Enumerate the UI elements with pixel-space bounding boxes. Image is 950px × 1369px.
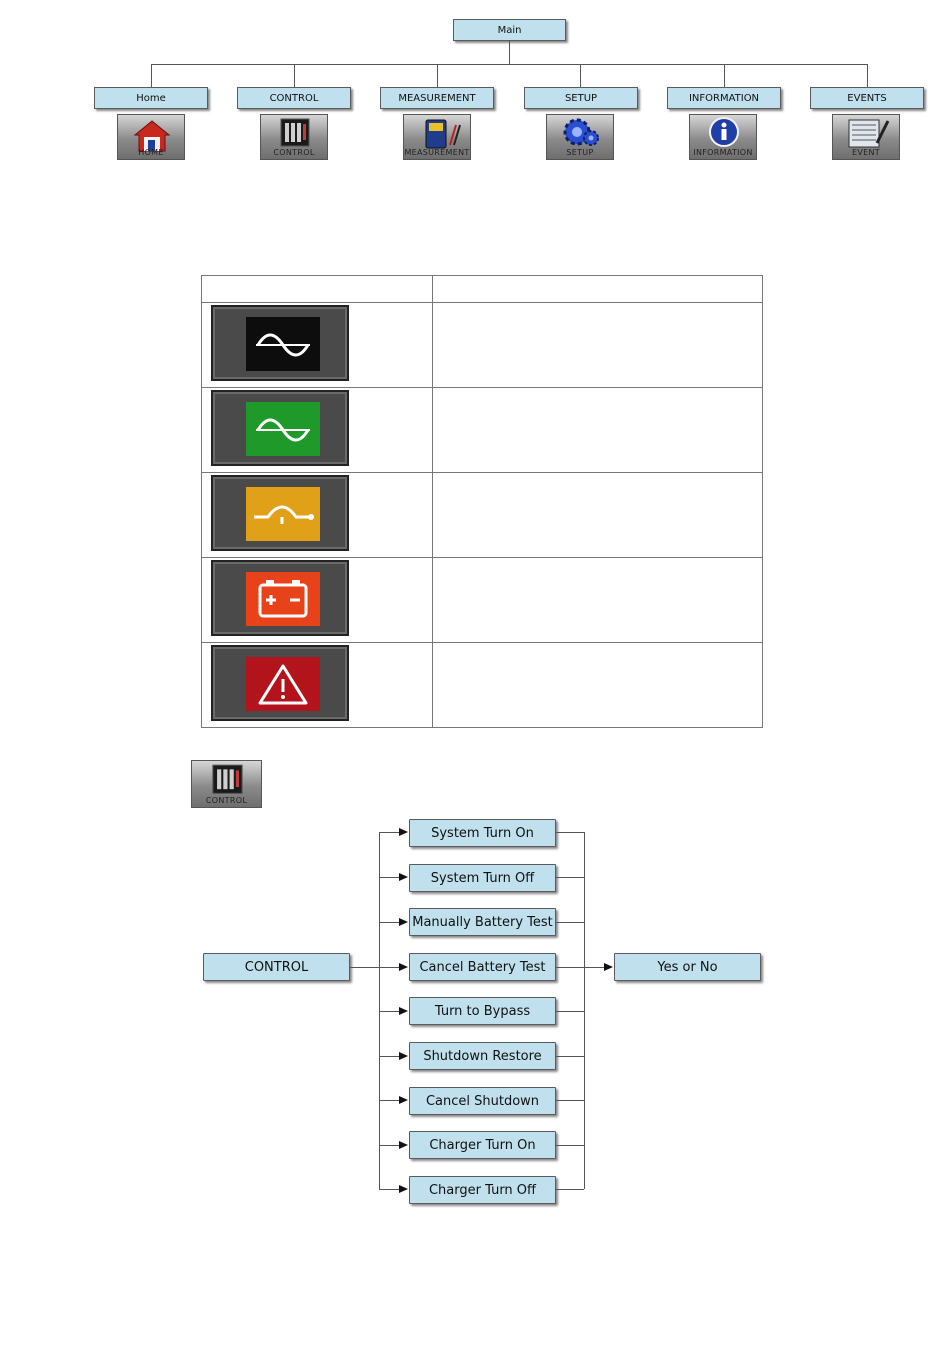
legend-header-cell (433, 276, 763, 303)
main-menu-node[interactable]: Main (453, 19, 566, 41)
battery-icon (246, 572, 320, 626)
sine-wave-icon (246, 402, 320, 456)
status-legend-table (201, 275, 763, 728)
flow-arrow (604, 963, 613, 971)
bypass-icon (246, 487, 320, 541)
flow-connector (556, 1189, 584, 1190)
flow-connector (584, 967, 604, 968)
status-tile (211, 390, 349, 466)
menu-icon-caption: HOME (138, 148, 164, 157)
legend-header-cell (202, 276, 433, 303)
legend-description (433, 388, 763, 473)
tree-connector (580, 64, 581, 88)
status-tile (211, 475, 349, 551)
information-icon-tile[interactable] (689, 114, 757, 160)
flow-connector (556, 1011, 584, 1012)
tree-connector (294, 64, 295, 88)
flow-connector (379, 1189, 399, 1190)
flow-connector (379, 1145, 399, 1146)
flow-arrow (399, 1052, 408, 1060)
legend-row (202, 303, 763, 388)
tree-connector (724, 64, 725, 88)
menu-icon-caption: MEASUREMENT (404, 148, 470, 157)
option-manually-battery-test[interactable]: Manually Battery Test (409, 908, 556, 936)
flow-connector (379, 922, 399, 923)
control-icon-tile[interactable] (260, 114, 328, 160)
menu-node-events[interactable]: EVENTS (810, 87, 924, 109)
legend-icon-cell (202, 643, 433, 728)
flow-connector (556, 1056, 584, 1057)
legend-row (202, 388, 763, 473)
flow-connector (379, 877, 399, 878)
flow-connector (350, 967, 380, 968)
option-cancel-battery-test[interactable]: Cancel Battery Test (409, 953, 556, 981)
measurement-icon-tile[interactable] (403, 114, 471, 160)
legend-icon-cell (202, 303, 433, 388)
option-shutdown-restore[interactable]: Shutdown Restore (409, 1042, 556, 1070)
flow-connector (379, 1100, 399, 1101)
flow-arrow (399, 1096, 408, 1104)
menu-icon-caption: SETUP (566, 148, 594, 157)
menu-icon-caption: EVENT (852, 148, 880, 157)
legend-description (433, 473, 763, 558)
option-charger-turn-off[interactable]: Charger Turn Off (409, 1176, 556, 1204)
legend-row (202, 473, 763, 558)
legend-description (433, 558, 763, 643)
flow-connector (556, 877, 584, 878)
legend-description (433, 643, 763, 728)
control-source-box[interactable]: CONTROL (203, 953, 350, 981)
legend-description (433, 303, 763, 388)
tree-connector (437, 64, 438, 88)
sine-wave-icon (246, 317, 320, 371)
tree-connector (867, 64, 868, 88)
flow-arrow (399, 1007, 408, 1015)
flow-connector (556, 1100, 584, 1101)
legend-row (202, 643, 763, 728)
flow-connector (379, 1011, 399, 1012)
menu-icon-caption: CONTROL (273, 148, 315, 157)
menu-icon-caption: INFORMATION (693, 148, 753, 157)
option-system-turn-on[interactable]: System Turn On (409, 819, 556, 847)
menu-node-home[interactable]: Home (94, 87, 208, 109)
legend-icon-cell (202, 388, 433, 473)
tree-connector (151, 64, 868, 65)
menu-node-information[interactable]: INFORMATION (667, 87, 781, 109)
flow-connector (556, 832, 584, 833)
option-charger-turn-on[interactable]: Charger Turn On (409, 1131, 556, 1159)
confirm-box[interactable]: Yes or No (614, 953, 761, 981)
control-section-icon (191, 760, 262, 808)
home-icon-tile[interactable] (117, 114, 185, 160)
status-tile (211, 560, 349, 636)
menu-node-setup[interactable]: SETUP (524, 87, 638, 109)
legend-row (202, 558, 763, 643)
status-tile (211, 305, 349, 381)
flow-arrow (399, 918, 408, 926)
event-icon-tile[interactable] (832, 114, 900, 160)
flow-connector (379, 967, 399, 968)
menu-node-measurement[interactable]: MEASUREMENT (380, 87, 494, 109)
flow-arrow (399, 873, 408, 881)
legend-icon-cell (202, 558, 433, 643)
flow-arrow (399, 828, 408, 836)
legend-icon-cell (202, 473, 433, 558)
option-cancel-shutdown[interactable]: Cancel Shutdown (409, 1087, 556, 1115)
flow-connector (379, 1056, 399, 1057)
flow-connector (556, 1145, 584, 1146)
tree-connector (509, 41, 510, 65)
flow-connector (584, 832, 585, 1189)
status-tile (211, 645, 349, 721)
menu-icon-caption: CONTROL (205, 796, 248, 805)
flow-arrow (399, 1141, 408, 1149)
option-turn-to-bypass[interactable]: Turn to Bypass (409, 997, 556, 1025)
setup-icon-tile[interactable] (546, 114, 614, 160)
flow-connector (379, 832, 399, 833)
menu-node-control[interactable]: CONTROL (237, 87, 351, 109)
flow-connector (556, 922, 584, 923)
flow-arrow (399, 1185, 408, 1193)
flow-connector (556, 967, 584, 968)
option-system-turn-off[interactable]: System Turn Off (409, 864, 556, 892)
tree-connector (151, 64, 152, 88)
warning-triangle-icon (246, 657, 320, 711)
flow-arrow (399, 963, 408, 971)
legend-header-row (202, 276, 763, 303)
